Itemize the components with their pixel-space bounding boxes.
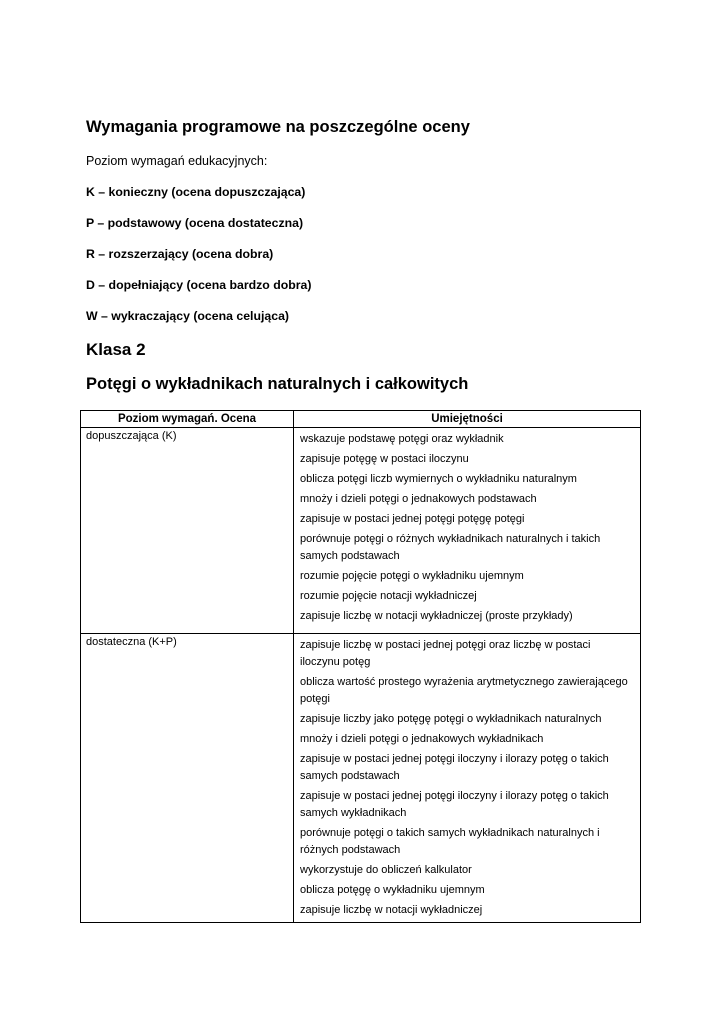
skill-item: zapisuje liczbę w notacji wykładniczej (proste przykłady) [300, 610, 573, 622]
skills-list [294, 634, 640, 919]
grade-label: dopuszczająca (K) [86, 430, 177, 442]
skill-item: oblicza potęgi liczb wymiernych o wykładniku naturalnym [300, 473, 577, 485]
skill-item: zapisuje potęgę w postaci iloczynu [300, 453, 469, 465]
level-k: K – konieczny (ocena dopuszczająca) [86, 185, 306, 199]
table-header-row [81, 411, 641, 428]
requirements-table [80, 410, 641, 923]
grade-label: dostateczna (K+P) [86, 636, 177, 648]
skill-item: rozumie pojęcie notacji wykładniczej [300, 590, 477, 602]
level-r: R – rozszerzający (ocena dobra) [86, 247, 274, 261]
page-title: Wymagania programowe na poszczególne oceny [86, 118, 470, 136]
skill-item: zapisuje liczby jako potęgę potęgi o wykładnikach naturalnych [300, 713, 602, 725]
skills-cell [294, 634, 641, 923]
table-row [81, 634, 641, 923]
level-d: D – dopełniający (ocena bardzo dobra) [86, 278, 312, 292]
level-p: P – podstawowy (ocena dostateczna) [86, 216, 304, 230]
skill-item: porównuje potęgi o różnych wykładnikach naturalnych i takich samych podstawach [300, 533, 601, 562]
skill-item: mnoży i dzieli potęgi o jednakowych podstawach [300, 493, 537, 505]
skill-item: zapisuje liczbę w notacji wykładniczej [300, 904, 483, 916]
grade-cell [81, 634, 294, 923]
skill-item: zapisuje w postaci jednej potęgi iloczyny i ilorazy potęg o takich samych podstawach [300, 753, 609, 782]
skills-cell [294, 428, 641, 634]
skills-list [294, 428, 640, 625]
skill-item: rozumie pojęcie potęgi o wykładniku ujemnym [300, 570, 524, 582]
skill-item: porównuje potęgi o takich samych wykładnikach naturalnych i różnych podstawach [300, 827, 600, 856]
intro-text: Poziom wymagań edukacyjnych: [86, 154, 268, 168]
skill-item: oblicza potęgę o wykładniku ujemnym [300, 884, 485, 896]
class-title: Klasa 2 [86, 340, 146, 359]
level-w: W – wykraczający (ocena celująca) [86, 309, 290, 323]
header-grade: Poziom wymagań. Ocena [81, 411, 294, 428]
skill-item: zapisuje w postaci jednej potęgi potęgę potęgi [300, 513, 525, 525]
skill-item: oblicza wartość prostego wyrażenia arytmetycznego zawierającego potęgi [300, 676, 628, 705]
skill-item: mnoży i dzieli potęgi o jednakowych wykładnikach [300, 733, 544, 745]
skill-item: zapisuje liczbę w postaci jednej potęgi oraz liczbę w postaci iloczynu potęg [300, 639, 591, 668]
table-row [81, 428, 641, 634]
skill-item: zapisuje w postaci jednej potęgi iloczyny i ilorazy potęg o takich samych wykładnikach [300, 790, 609, 819]
section-title: Potęgi o wykładnikach naturalnych i całkowitych [86, 375, 469, 393]
grade-cell [81, 428, 294, 634]
header-skills: Umiejętności [294, 411, 641, 428]
skill-item: wskazuje podstawę potęgi oraz wykładnik [300, 433, 504, 445]
skill-item: wykorzystuje do obliczeń kalkulator [300, 864, 472, 876]
